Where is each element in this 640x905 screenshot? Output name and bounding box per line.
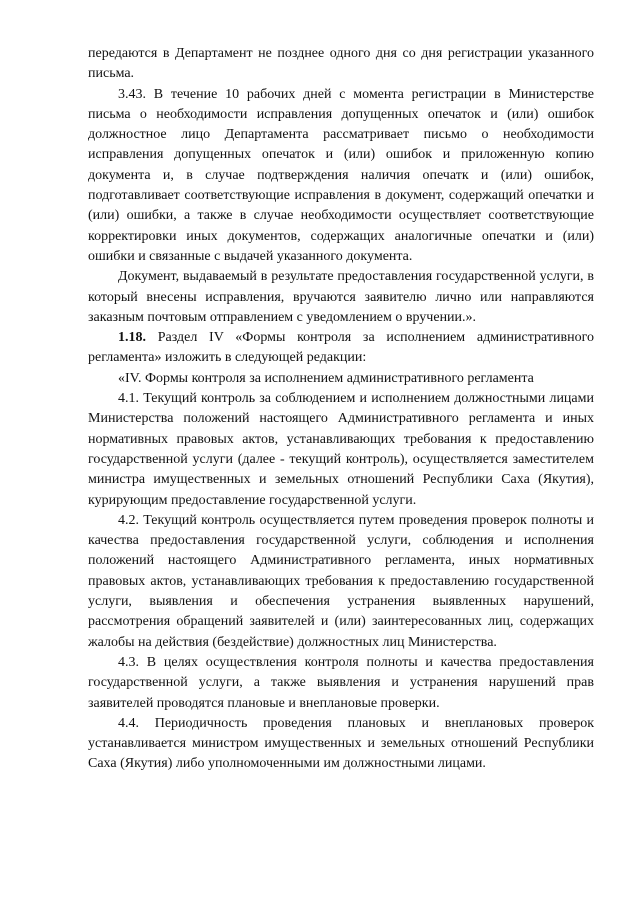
paragraph-continuation: передаются в Департамент не позднее одного дня со дня регистрации указанного письма. — [88, 46, 594, 82]
paragraph-3-43: 3.43. В течение 10 рабочих дней с момента регистрации в Министерстве письма о необходимости исправления допущенных опечаток и (или) ошибок должностное лицо Департамента рассматривает письмо о необходимости исправления допущенных опечаток и (или) ошибок и приложенную копию документа и, в случае подтверждения наличия опечатк и (или) ошибок, подготавливает соответствующие исправления в документ, содержащий опечатки и (или) ошибки, а также в случае необходимости осуществляет соответствующие корректировки иных документов, содержащих аналогичные опечатки и (или) ошибки и связанные с выдачей указанного документа. — [88, 86, 594, 264]
paragraph-4-2: 4.2. Текущий контроль осуществляется путем проведения проверок полноты и качества предоставления государственной услуги, соблюдения и исполнения положений настоящего Административного регламента, иных нормативных правовых актов, устанавливающих требования к предоставлению государственной услуги, выявления и обеспечения устранения выявленных нарушений, рассмотрения обращений заявителей и (или) заинтересованных лиц, содержащих жалобы на действия (бездействие) должностных лиц Министерства. — [88, 512, 594, 650]
paragraph-4-3: 4.3. В целях осуществления контроля полноты и качества предоставления государственной услуги, а также выявления и устранения нарушений прав заявителей проводятся плановые и внеплановые проверки. — [88, 654, 594, 711]
section-iv-heading: «IV. Формы контроля за исполнением административного регламента — [118, 370, 534, 386]
paragraph-4-1: 4.1. Текущий контроль за соблюдением и исполнением должностными лицами Министерства положений настоящего Административного регламента и иных нормативных правовых актов, устанавливающих требования к предоставлению государственной услуги (далее - текущий контроль), осуществляется заместителем министра имущественных и земельных отношений Республики Саха (Якутия), курирующим предоставление государственной услуги. — [88, 391, 594, 508]
paragraph-4-4: 4.4. Периодичность проведения плановых и внеплановых проверок устанавливается министром имущественных и земельных отношений Республики Саха (Якутия) либо уполномоченными им должностными лицами. — [88, 715, 594, 772]
paragraph-1-18-text: Раздел IV «Формы контроля за исполнением административного регламента» изложить в следующей редакции: — [88, 330, 594, 366]
paragraph-document-issued: Документ, выдаваемый в результате предоставления государственной услуги, в который внесены исправления, вручаются заявителю лично или направляются заказным почтовым отправлением с уведомлением о вручении.». — [88, 269, 594, 325]
paragraph-1-18 — [88, 328, 594, 369]
document-body — [88, 44, 594, 775]
item-number-1-18: 1.18. — [118, 330, 146, 346]
